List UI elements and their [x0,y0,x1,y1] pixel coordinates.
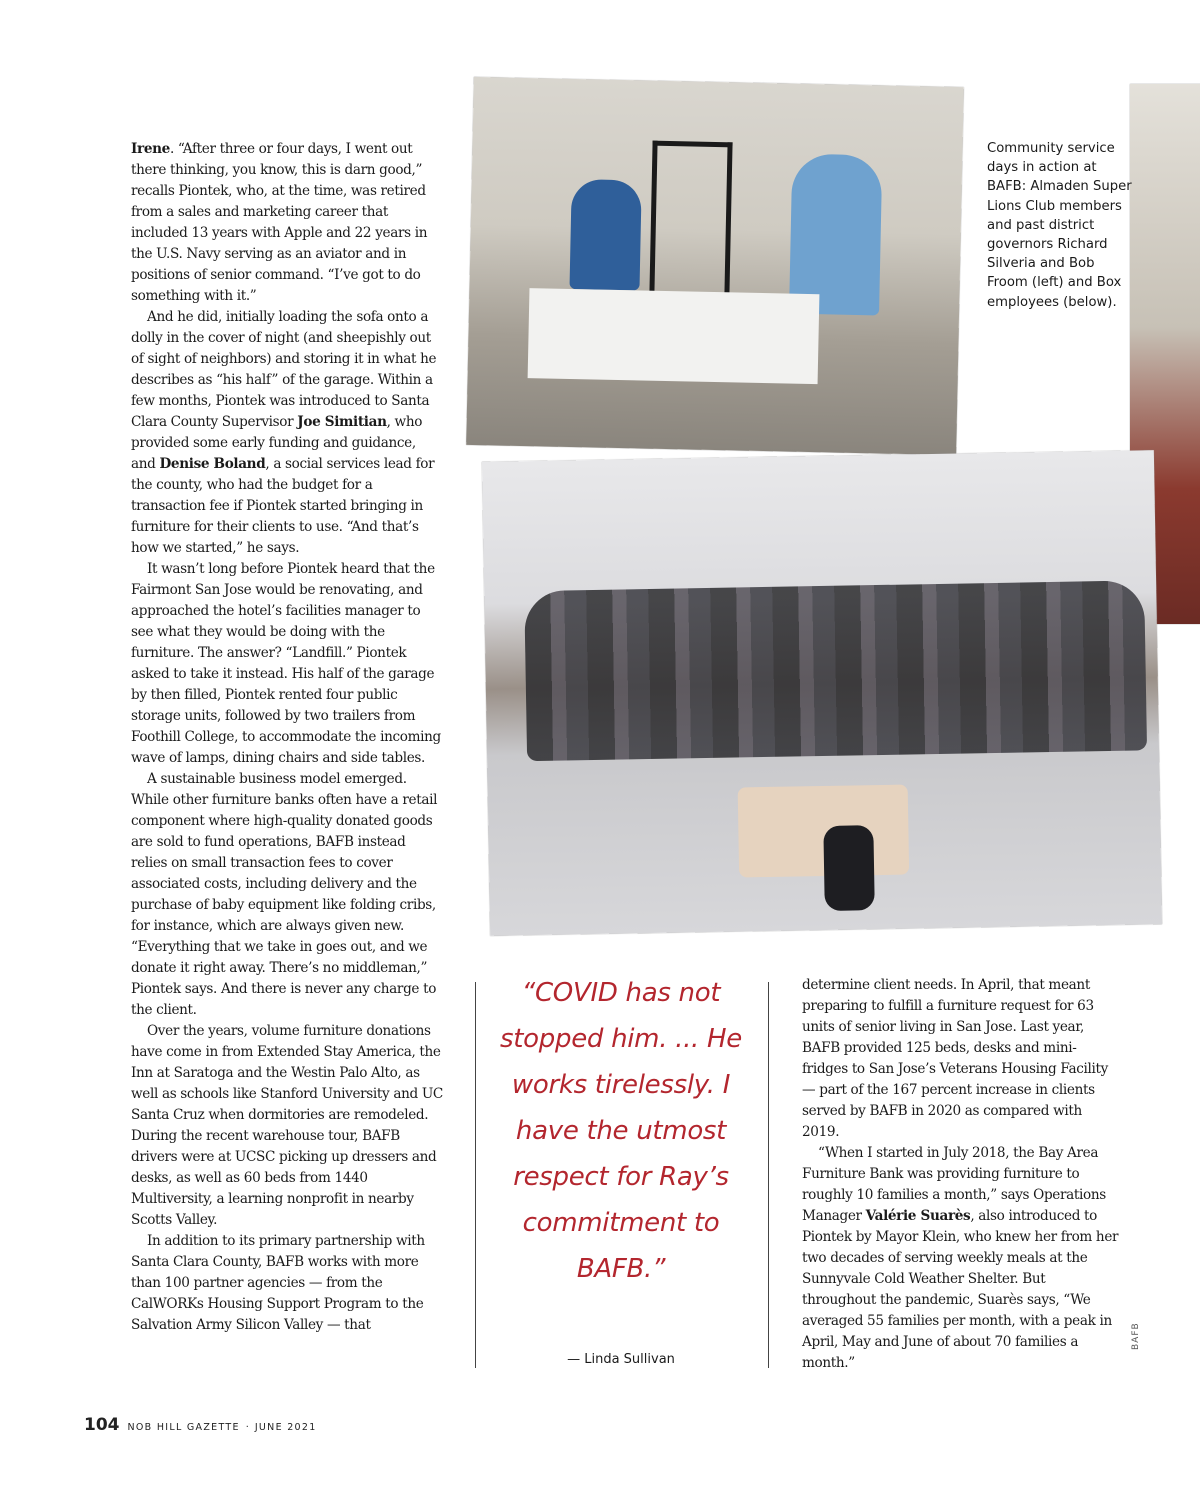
paragraph-text: , who provided some early funding and guidance, and [131,414,423,472]
paragraph-text: And he did, initially loading the sofa onto a dolly in the cover of night (and sheepishly out of sight of neighbors) and storing it in what he describes as “his half” of the garage. Within a few months, Piontek was introduced to Santa Clara County Supervisor [131,309,437,430]
paragraph [802,1143,1120,1374]
paragraph [131,307,443,559]
group-of-people [524,580,1147,761]
paragraph-text: . “After three or four days, I went out there thinking, you know, this is darn good,” recalls Piontek, who, at the time, was retired from a sales and marketing career that included 13 years with Apple and 22 years in the U.S. Navy serving as an aviator and in positions of senior command. “I’ve got to do something with it.” [131,141,428,304]
page-footer [84,1415,317,1435]
left-column [131,139,443,1336]
paragraph: A sustainable business model emerged. While other furniture banks often have a retail component where high-quality donated goods are sold to fund operations, BAFB instead relies on small transaction fees to cover associated costs, including delivery and the purchase of baby equipment like folding cribs, for instance, which are always given new. “Everything that we take in goes out, and we donate it right away. There’s no middleman,” Piontek says. And there is never any charge to the client. [131,771,438,1018]
volunteer-figure [569,179,641,290]
footer-separator: · [245,1422,249,1433]
paragraph: In addition to its primary partnership with Santa Clara County, BAFB works with more than 100 partner agencies — from the CalWORKs Housing Support Program to the Salvation Army Silicon Valley — that [131,1233,425,1333]
photo-credit: BAFB [1131,1322,1141,1350]
pull-quote: “COVID has not stopped him. ... He works tirelessly. I have the utmost respect for Ray’s commitment to BAFB.” [500,978,742,1284]
chair-frame [649,141,732,308]
right-column [802,975,1120,1374]
pullquote-rule-right [768,982,769,1368]
person-name: Valérie Suarès [865,1208,971,1224]
publication-name: NOB HILL GAZETTE [127,1422,240,1433]
paragraph-text: “When I started in July 2018, the Bay Area Furniture Bank was providing furniture to roughly 10 families a month,” says Operations Manager [802,1145,1106,1224]
box-employees-photo [482,450,1162,936]
paragraph-text: , a social services lead for the county, who had the budget for a transaction fee if Piontek started bringing in furniture for their clients to use. “And that’s how we started,” he says. [131,456,435,556]
issue-date: JUNE 2021 [254,1422,317,1433]
lions-club-photo [466,77,964,455]
quote-attribution: — Linda Sullivan [567,1352,675,1367]
person-name: Irene [131,141,170,157]
page-number: 104 [84,1415,120,1435]
paragraph: determine client needs. In April, that meant preparing to fulfill a furniture request for 63 units of senior living in San Jose. Last year, BAFB provided 125 beds, desks and mini-fridges to San Jose’s Veterans Housing Facility — part of the 167 percent increase in clients served by BAFB in 2020 as compared with 2019. [802,977,1108,1140]
volunteer-figure [789,154,882,316]
paragraph: Over the years, volume furniture donations have come in from Extended Stay America, the Inn at Saratoga and the Westin Palo Alto, as well as schools like Stanford University and UC Santa Cruz when dormitories are remodeled. During the recent warehouse tour, BAFB drivers were at UCSC picking up dressers and desks, as well as 60 beds from 1440 Multiversity, a learning nonprofit in nearby Scotts Valley. [131,1023,443,1228]
paragraph [131,139,443,307]
pullquote-rule-left [475,982,476,1368]
paragraph-text: , also introduced to Piontek by Mayor Klein, who knew her from her two decades of serving weekly meals at the Sunnyvale Cold Weather Shelter. But throughout the pandemic, Suarès says, “We averaged 55 families per month, with a peak in April, May and June of about 70 families a month.” [802,1208,1119,1371]
photo-caption: Community service days in action at BAFB: Almaden Super Lions Club members and past district governors Richard Silveria and Bob Froom (left) and Box employees (below). [987,141,1132,310]
backpack [823,825,874,911]
paragraph: It wasn’t long before Piontek heard that the Fairmont San Jose would be renovating, and approached the hotel’s facilities manager to see what they would be doing with the furniture. The answer? “Landfill.” Piontek asked to take it instead. His half of the garage by then filled, Piontek rented four public storage units, followed by two trailers from Foothill College, to accommodate the incoming wave of lamps, dining chairs and side tables. [131,561,441,766]
work-table [528,288,820,384]
person-name: Denise Boland [159,456,266,472]
person-name: Joe Simitian [297,414,387,430]
